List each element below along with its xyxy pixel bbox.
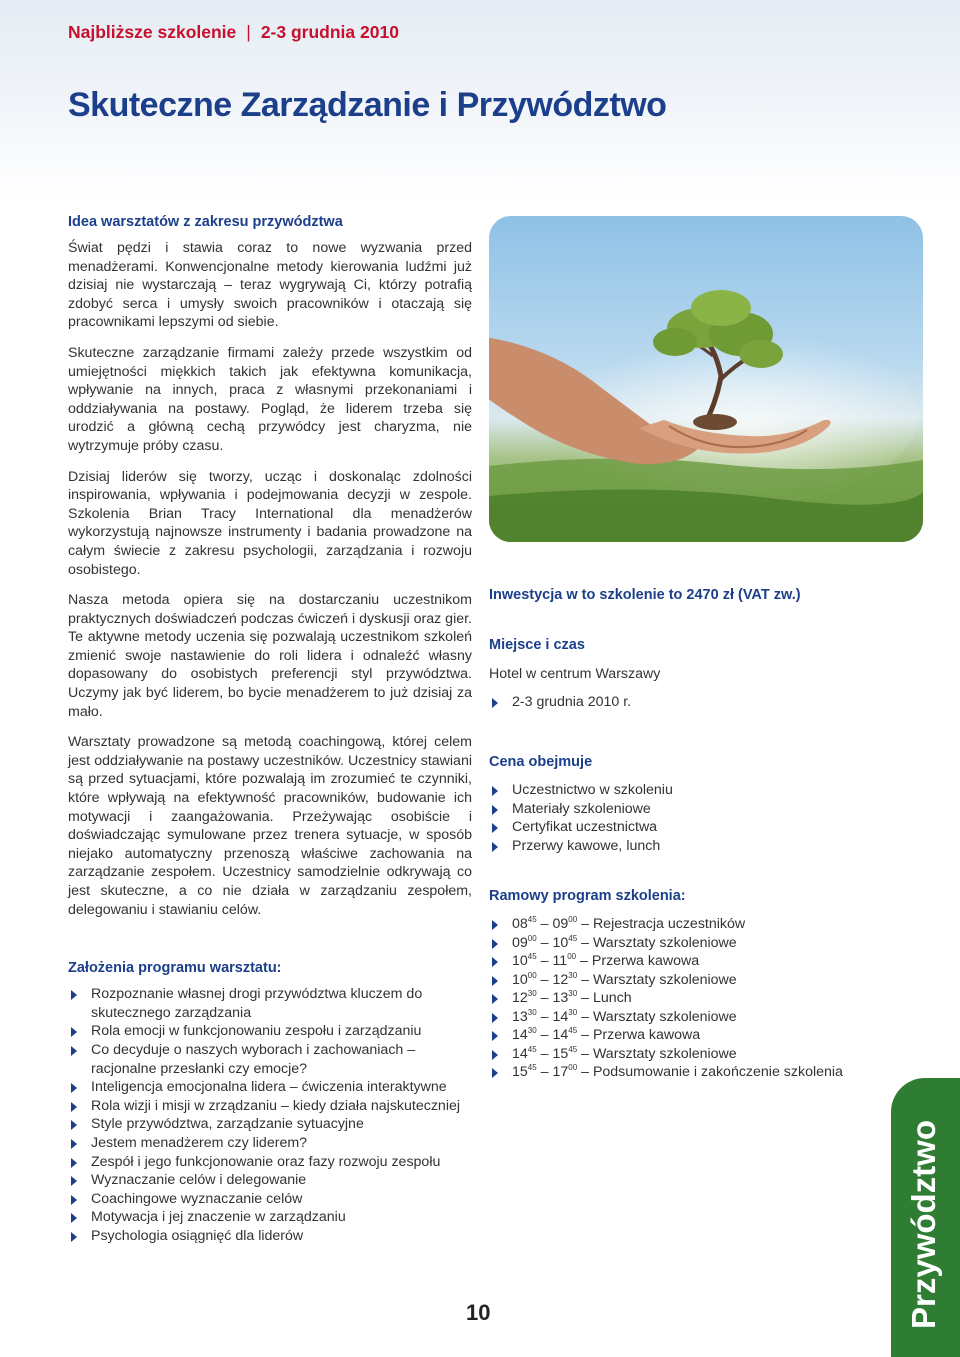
arrow-bullet-icon — [71, 1102, 77, 1112]
list-item-text: Przerwy kawowe, lunch — [512, 837, 661, 854]
start-minute: 45 — [527, 915, 537, 925]
end-hour: 17 — [552, 1064, 569, 1081]
schedule-label: Warsztaty szkoleniowe — [592, 1008, 737, 1025]
start-hour: 14 — [512, 1027, 528, 1044]
end-hour: 11 — [552, 953, 568, 970]
list-item-text: Rozpoznanie własnej drogi przywództwa kluczem do skutecznego zarządzania — [91, 986, 423, 1021]
arrow-bullet-icon — [492, 957, 498, 967]
list-item-text: Rola wizji i misji w zrządzaniu – kiedy działa najskuteczniej — [91, 1097, 461, 1114]
arrow-bullet-icon — [492, 1013, 498, 1023]
schedule-item: $14^{45} - 15^{45}$ – Warsztaty szkoleniowe — [489, 1045, 869, 1064]
end-minute: 00 — [567, 952, 577, 962]
dates-list — [489, 693, 869, 712]
arrow-bullet-icon — [71, 1176, 77, 1186]
schedule-label: Rejestracja uczestników — [592, 916, 746, 933]
arrow-bullet-icon — [492, 823, 498, 833]
start-minute: 45 — [527, 1063, 537, 1073]
assumptions-heading: Założenia programu warsztatu: — [68, 960, 282, 977]
list-item-text: Motywacja i jej znaczenie w zarządzaniu — [91, 1209, 346, 1226]
intro-paragraph: Dzisiaj liderów się tworzy, ucząc i doskonaląc zdolności inspirowania, wpływania i podejmowania decyzji w zespole. Szkolenia Brian Tracy International dla menadżerów wykorzystują najnowsze instrumenty i badania prowadzone na całym świecie z zakresu psychologii, zarządzania i rozwoju osobistego. — [68, 468, 472, 578]
start-hour: 09 — [512, 934, 528, 951]
arrow-bullet-icon — [71, 1046, 77, 1056]
start-minute: 30 — [527, 1007, 537, 1017]
list-item — [489, 818, 869, 837]
arrow-bullet-icon — [71, 1027, 77, 1037]
investment-price: Inwestycja w to szkolenie to 2470 zł (VAT zw.) — [489, 587, 801, 603]
arrow-bullet-icon — [492, 805, 498, 815]
start-minute: 45 — [527, 1044, 537, 1054]
list-item — [68, 1227, 472, 1246]
start-hour: 13 — [512, 1008, 528, 1025]
side-tab-label: Przywództwo — [905, 1119, 942, 1329]
intro-heading: Idea warsztatów z zakresu przywództwa — [68, 214, 343, 230]
list-item-text: Inteligencja emocjonalna lidera – ćwiczenia interaktywne — [91, 1079, 447, 1096]
side-section-tab — [891, 1078, 960, 1357]
arrow-bullet-icon — [492, 920, 498, 930]
end-minute: 45 — [568, 933, 578, 943]
arrow-bullet-icon — [492, 786, 498, 796]
list-item-text: Rola emocji w funkcjonowaniu zespołu i zarządzaniu — [91, 1023, 422, 1040]
header-separator: | — [246, 22, 251, 42]
arrow-bullet-icon — [71, 1120, 77, 1130]
arrow-bullet-icon — [492, 1050, 498, 1060]
schedule-item: $12^{30} - 13^{30}$ – Lunch — [489, 989, 869, 1008]
schedule-label: Podsumowanie i zakończenie szkolenia — [592, 1064, 843, 1081]
arrow-bullet-icon — [492, 939, 498, 949]
intro-paragraph: Świat pędzi i stawia coraz to nowe wyzwania przed menadżerami. Konwencjonalne metody kierowania ludźmi już dzisiaj nie wystarczają – teraz wygrywają Ci, którzy potrafią zdobyć serca i umysły swoich pracowników i otaczają się pracownikami lepszymi od siebie. — [68, 240, 472, 331]
list-item — [68, 1153, 472, 1172]
list-item — [489, 800, 869, 819]
end-hour: 15 — [552, 1045, 569, 1062]
arrow-bullet-icon — [492, 698, 498, 708]
list-item-text: Psychologia osiągnięć dla liderów — [91, 1227, 304, 1244]
schedule-item: $13^{30} - 14^{30}$ – Warsztaty szkoleniowe — [489, 1008, 869, 1027]
schedule-label: Lunch — [592, 990, 632, 1007]
arrow-bullet-icon — [71, 1139, 77, 1149]
list-item-text: Uczestnictwo w szkoleniu — [512, 782, 673, 799]
list-item — [68, 1022, 472, 1041]
schedule-item: $09^{00} - 10^{45}$ – Warsztaty szkoleniowe — [489, 934, 869, 953]
end-minute: 30 — [568, 1007, 578, 1017]
list-item-text: Wyznaczanie celów i delegowanie — [91, 1172, 307, 1189]
list-item — [68, 1208, 472, 1227]
schedule-label: Przerwa kawowa — [592, 1027, 701, 1044]
schedule-label: Warsztaty szkoleniowe — [592, 934, 737, 951]
start-hour: 14 — [512, 1045, 528, 1062]
schedule-item: $10^{00} - 12^{30}$ – Warsztaty szkoleniowe — [489, 971, 869, 990]
list-item — [68, 1115, 472, 1134]
arrow-bullet-icon — [492, 976, 498, 986]
price-includes-list — [489, 781, 869, 855]
list-item — [68, 1134, 472, 1153]
end-hour: 09 — [552, 916, 569, 933]
end-hour: 14 — [552, 1008, 569, 1025]
schedule-item: $15^{45} - 17^{00}$ – Podsumowanie i zakończenie szkolenia — [489, 1063, 869, 1082]
page-number: 10 — [466, 1300, 491, 1325]
start-hour: 15 — [512, 1064, 528, 1081]
end-minute: 45 — [568, 1044, 578, 1054]
arrow-bullet-icon — [492, 1031, 498, 1041]
schedule-list — [489, 915, 869, 1082]
list-item-text: Zespół i jego funkcjonowanie oraz fazy rozwoju zespołu — [91, 1153, 441, 1170]
arrow-bullet-icon — [71, 1213, 77, 1223]
schedule-item: $08^{45} - 09^{00}$ – Rejestracja uczestników — [489, 915, 869, 934]
schedule-label: Przerwa kawowa — [591, 953, 700, 970]
arrow-bullet-icon — [71, 1195, 77, 1205]
end-hour: 14 — [552, 1027, 569, 1044]
list-item — [489, 693, 869, 712]
start-hour: 10 — [512, 971, 528, 988]
arrow-bullet-icon — [492, 994, 498, 1004]
arrow-bullet-icon — [71, 1158, 77, 1168]
upcoming-training-date: 2-3 grudnia 2010 — [260, 22, 399, 42]
list-item — [489, 837, 869, 856]
end-minute: 30 — [568, 970, 578, 980]
photo-illustration — [489, 216, 923, 542]
price-includes-heading: Cena obejmuje — [489, 754, 593, 771]
start-minute: 30 — [527, 1026, 537, 1036]
start-minute: 30 — [527, 989, 537, 999]
end-hour: 13 — [552, 990, 569, 1007]
end-minute: 00 — [568, 915, 578, 925]
upcoming-training-label: Najbliższe szkolenie — [68, 22, 237, 42]
start-minute: 00 — [527, 970, 537, 980]
list-item-text: Style przywództwa, zarządzanie sytuacyjne — [91, 1116, 364, 1133]
start-minute: 45 — [527, 952, 537, 962]
list-item-text: Co decyduje o naszych wyborach i zachowaniach – racjonalne przesłanki czy emocje? — [91, 1041, 416, 1077]
right-column — [489, 586, 869, 1082]
training-dates: 2-3 grudnia 2010 r. — [512, 693, 632, 710]
list-item — [68, 1190, 472, 1209]
end-minute: 00 — [568, 1063, 578, 1073]
start-minute: 00 — [527, 933, 537, 943]
arrow-bullet-icon — [492, 1068, 498, 1078]
list-item — [68, 1041, 472, 1078]
list-item-text: Materiały szkoleniowe — [512, 800, 651, 817]
place-time-heading: Miejsce i czas — [489, 637, 585, 653]
list-item — [68, 985, 472, 1022]
hands-holding-tree-photo — [489, 216, 923, 542]
arrow-bullet-icon — [71, 1232, 77, 1242]
venue-text: Hotel w centrum Warszawy — [489, 666, 661, 682]
start-hour: 08 — [512, 916, 528, 933]
upcoming-training-header — [68, 22, 399, 43]
list-item — [68, 1078, 472, 1097]
start-hour: 10 — [512, 953, 528, 970]
start-hour: 12 — [512, 990, 528, 1007]
list-item — [489, 781, 869, 800]
list-item-text: Jestem menadżerem czy liderem? — [91, 1134, 308, 1151]
intro-paragraph: Skuteczne zarządzanie firmami zależy przede wszystkim od umiejętności miękkich takich jak efektywna komunikacja, wpływanie na innych, praca z własnymi przekonaniami i oddziaływania na postawy. Pogląd, że liderem trzeba się urodzić a główną cechą przywódcy jest charyzma, nie wytrzymuje próby czasu. — [68, 344, 472, 454]
schedule-heading: Ramowy program szkolenia: — [489, 888, 686, 905]
list-item — [68, 1097, 472, 1116]
list-item — [68, 1171, 472, 1190]
intro-paragraph: Nasza metoda opiera się na dostarczaniu uczestnikom praktycznych doświadczeń podczas ćwiczeń i dyskusji oraz gier. Te aktywne metody uczenia się pozwalają uczestnikom szkoleń zmienić swoje nastawienie do roli lidera i odnaleźć własny dopasowany do osobistych preferencji styl przywództwa. Uczymy jak być liderem, bo bycie menadżerem to już dzisiaj za mało. — [68, 592, 472, 720]
assumptions-list — [68, 985, 472, 1245]
schedule-item: $10^{45} - 11^{00}$ – Przerwa kawowa — [489, 952, 869, 971]
list-item-text: Coachingowe wyznaczanie celów — [91, 1190, 303, 1207]
schedule-item: $14^{30} - 14^{45}$ – Przerwa kawowa — [489, 1026, 869, 1045]
intro-paragraph: Warsztaty prowadzone są metodą coachingową, której celem jest oddziaływanie na postawy uczestników. Uczestnicy stawiani są przed sytuacjami, które pozwalają im zrozumieć te czynniki, które wpływają na efektywność pracowników, budowanie ich motywacji i zaangażowania. Przeżywając osobiście i doświadczając symulowane przez trenera sytuacje, w sposób niejako automatyczny przenoszą właściwe zachowania na zarządzanie zespołem. Uczestnicy samodzielnie odkrywają co jest skuteczne, a co nie działa w zarządzaniu zespołem, delegowaniu i stawianiu celów. — [68, 734, 472, 918]
left-column — [68, 213, 472, 1246]
arrow-bullet-icon — [71, 1083, 77, 1093]
end-minute: 45 — [568, 1026, 578, 1036]
arrow-bullet-icon — [71, 990, 77, 1000]
arrow-bullet-icon — [492, 842, 498, 852]
end-minute: 30 — [568, 989, 578, 999]
list-item-text: Certyfikat uczestnictwa — [512, 819, 658, 836]
schedule-label: Warsztaty szkoleniowe — [592, 1045, 737, 1062]
page-title: Skuteczne Zarządzanie i Przywództwo — [68, 86, 667, 124]
end-hour: 12 — [552, 971, 569, 988]
schedule-label: Warsztaty szkoleniowe — [592, 971, 737, 988]
end-hour: 10 — [552, 934, 569, 951]
